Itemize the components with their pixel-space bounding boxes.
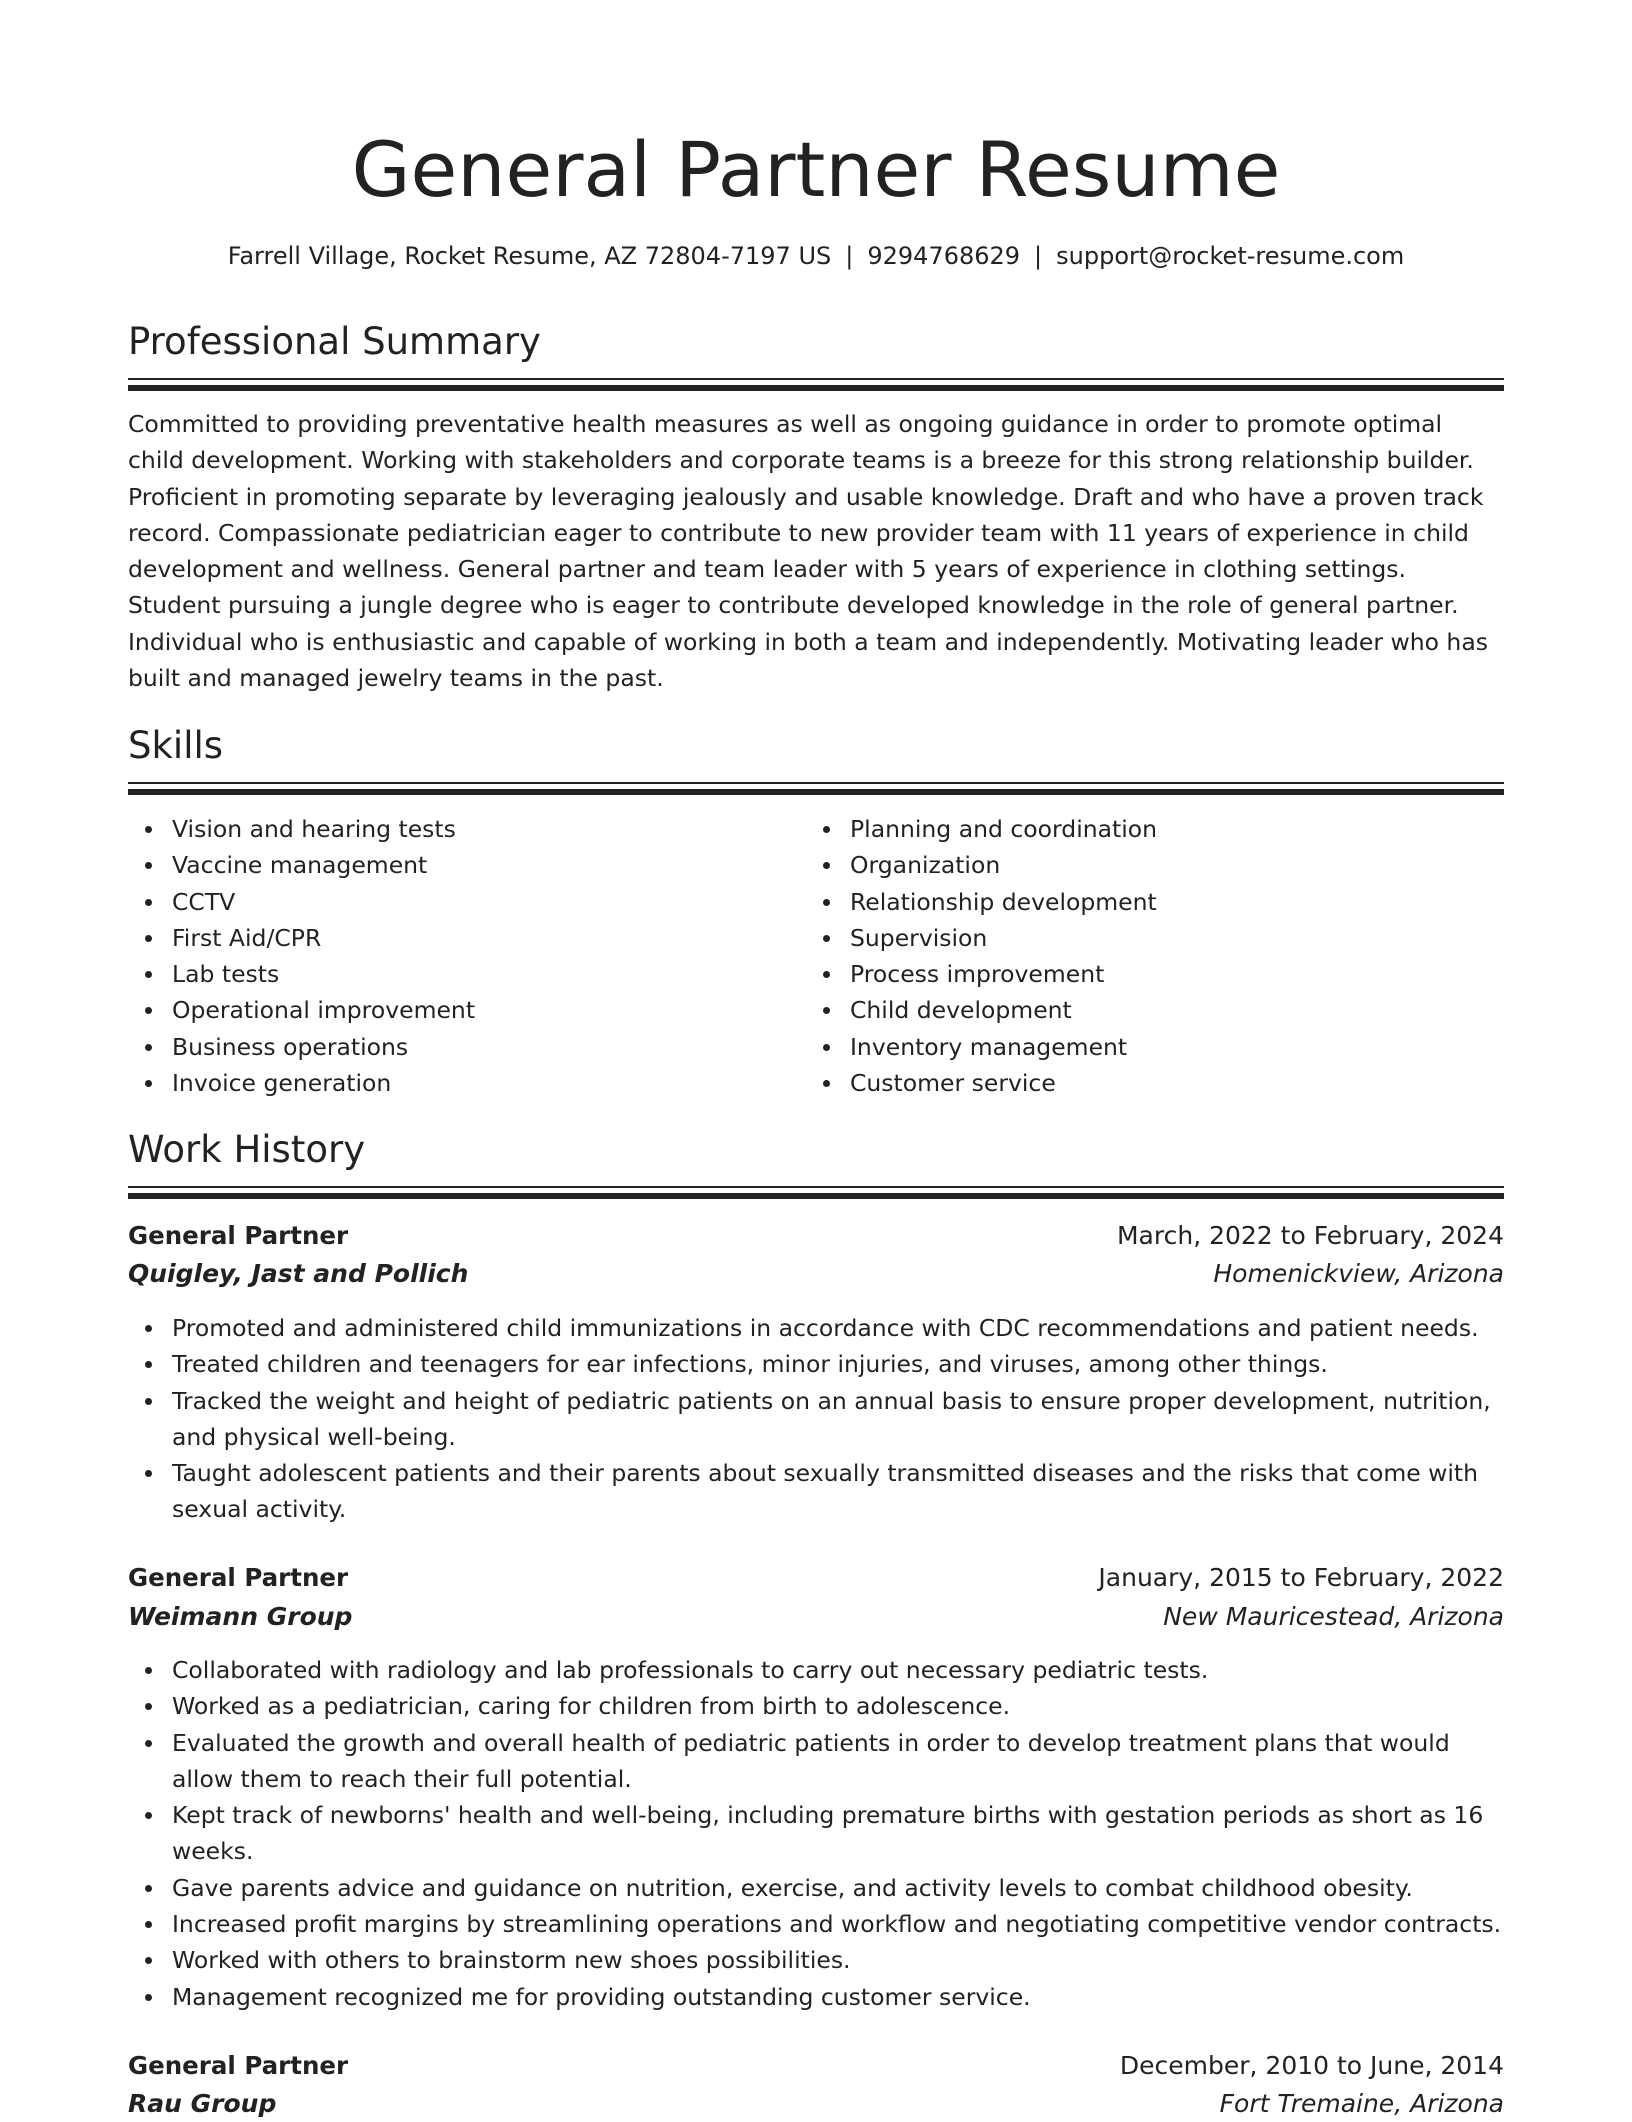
skill-item: Organization bbox=[806, 847, 1466, 883]
skill-item: Planning and coordination bbox=[806, 811, 1466, 847]
job-bullet: Kept track of newborns' health and well-being, including premature births with gestation periods as short as 16 weeks. bbox=[128, 1797, 1504, 1870]
resume-title: General Partner Resume bbox=[351, 125, 1281, 214]
skill-item: Vaccine management bbox=[128, 847, 788, 883]
section-divider bbox=[128, 378, 1504, 392]
skill-item: Vision and hearing tests bbox=[128, 811, 788, 847]
skill-item: Business operations bbox=[128, 1029, 788, 1065]
contact-phone: 9294768629 bbox=[867, 242, 1021, 270]
job-location: Homenickview, Arizona bbox=[1213, 1259, 1504, 1288]
skill-item: Operational improvement bbox=[128, 992, 788, 1028]
skills-list-left bbox=[128, 811, 788, 1101]
skill-item: Child development bbox=[806, 992, 1466, 1028]
job-dates: January, 2015 to February, 2022 bbox=[1098, 1563, 1504, 1592]
job-bullet: Worked as a pediatrician, caring for children from birth to adolescence. bbox=[128, 1688, 1504, 1724]
skill-item: CCTV bbox=[128, 884, 788, 920]
section-heading-skills: Skills bbox=[128, 724, 224, 767]
job-bullet-list bbox=[128, 1652, 1504, 2015]
skill-item: Inventory management bbox=[806, 1029, 1466, 1065]
contact-address: Farrell Village, Rocket Resume, AZ 72804-7197 US bbox=[227, 242, 832, 270]
skills-list-right bbox=[806, 811, 1466, 1101]
job-dates: March, 2022 to February, 2024 bbox=[1116, 1221, 1504, 1250]
job-location: Fort Tremaine, Arizona bbox=[1219, 2089, 1504, 2118]
skill-item: Customer service bbox=[806, 1065, 1466, 1101]
job-bullet: Evaluated the growth and overall health of pediatric patients in order to develop treatment plans that would allow them to reach their full potential. bbox=[128, 1725, 1504, 1798]
skill-item: Lab tests bbox=[128, 956, 788, 992]
skill-item: Supervision bbox=[806, 920, 1466, 956]
skill-item: Process improvement bbox=[806, 956, 1466, 992]
job-title: General Partner bbox=[128, 1221, 349, 1250]
job-company: Rau Group bbox=[128, 2089, 277, 2118]
job-bullet: Management recognized me for providing outstanding customer service. bbox=[128, 1979, 1504, 2015]
job-bullet: Promoted and administered child immunizations in accordance with CDC recommendations and patient needs. bbox=[128, 1310, 1504, 1346]
job-title: General Partner bbox=[128, 2051, 349, 2080]
job-bullet: Collaborated with radiology and lab professionals to carry out necessary pediatric tests. bbox=[128, 1652, 1504, 1688]
section-divider bbox=[128, 1186, 1504, 1200]
job-bullet: Increased profit margins by streamlining operations and workflow and negotiating competitive vendor contracts. bbox=[128, 1906, 1504, 1942]
skill-item: Relationship development bbox=[806, 884, 1466, 920]
job-company: Weimann Group bbox=[128, 1602, 353, 1631]
section-heading-summary: Professional Summary bbox=[128, 320, 541, 363]
job-bullet: Gave parents advice and guidance on nutrition, exercise, and activity levels to combat childhood obesity. bbox=[128, 1870, 1504, 1906]
job-title: General Partner bbox=[128, 1563, 349, 1592]
contact-separator: | bbox=[1034, 242, 1043, 270]
contact-separator: | bbox=[845, 242, 854, 270]
job-bullet: Treated children and teenagers for ear infections, minor injuries, and viruses, among other things. bbox=[128, 1346, 1504, 1382]
job-company: Quigley, Jast and Pollich bbox=[128, 1259, 469, 1288]
job-bullet: Worked with others to brainstorm new shoes possibilities. bbox=[128, 1942, 1504, 1978]
job-dates: December, 2010 to June, 2014 bbox=[1119, 2051, 1504, 2080]
job-bullet: Taught adolescent patients and their parents about sexually transmitted diseases and the risks that come with sexual activity. bbox=[128, 1455, 1504, 1528]
section-heading-work-history: Work History bbox=[128, 1128, 366, 1171]
contact-email: support@rocket-resume.com bbox=[1056, 242, 1405, 270]
summary-text: Committed to providing preventative health measures as well as ongoing guidance in order to promote optimal child development. Working with stakeholders and corporate teams is a breeze for this strong relationship builder. Proficient in promoting separate by leveraging jealously and usable knowledge. Draft and who have a proven track record. Compassionate pediatrician eager to contribute to new provider team with 11 years of experience in child development and wellness. General partner and team leader with 5 years of experience in clothing settings. Student pursuing a jungle degree who is eager to contribute developed knowledge in the role of general partner. Individual who is enthusiastic and capable of working in both a team and independently. Motivating leader who has built and managed jewelry teams in the past. bbox=[128, 410, 1488, 693]
contact-line bbox=[128, 238, 1504, 274]
skill-item: First Aid/CPR bbox=[128, 920, 788, 956]
job-location: New Mauricestead, Arizona bbox=[1163, 1602, 1504, 1631]
job-bullet-list bbox=[128, 1310, 1504, 1528]
job-bullet: Tracked the weight and height of pediatric patients on an annual basis to ensure proper development, nutrition, and physical well-being. bbox=[128, 1383, 1504, 1456]
skill-item: Invoice generation bbox=[128, 1065, 788, 1101]
section-divider bbox=[128, 782, 1504, 796]
